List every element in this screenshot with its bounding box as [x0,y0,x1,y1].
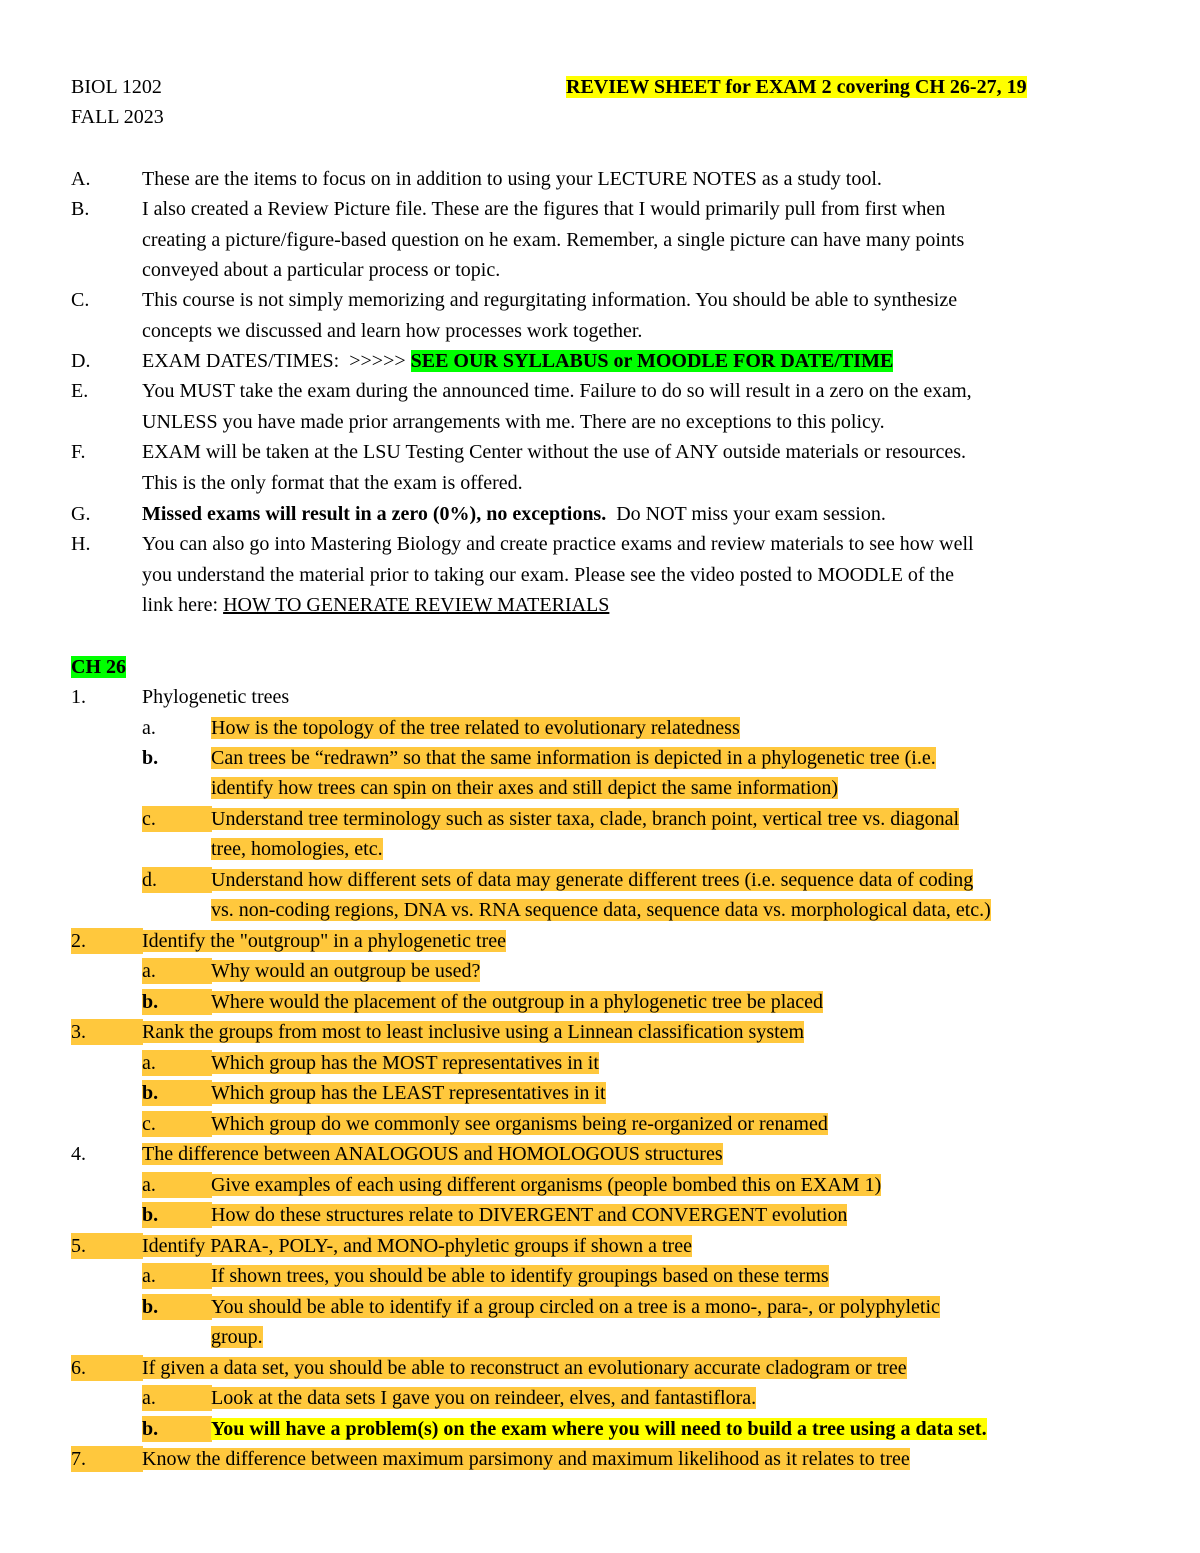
intro-b-line2: creating a picture/figure-based question on he exam. Remember, a single picture can have many points [142,229,965,251]
intro-e-line2: UNLESS you have made prior arrangements with me. There are no exceptions to this policy. [142,411,885,433]
intro-d-highlight: SEE OUR SYLLABUS or MOODLE FOR DATE/TIME [410,350,894,372]
q2-text [142,928,506,954]
marker-g: G. [71,503,91,525]
chapter-heading [71,654,126,680]
q5-highlight: Identify PARA-, POLY-, and MONO-phyletic groups if shown a tree [142,1235,692,1257]
q1c-marker: c. [142,806,212,832]
review-materials-link[interactable]: HOW TO GENERATE REVIEW MATERIALS [223,594,610,616]
intro-g-bold: Missed exams will result in a zero (0%), no exceptions. [142,503,607,525]
q4b-text [211,1202,847,1228]
marker-f: F. [71,441,86,463]
q4b-marker [142,1202,212,1228]
q3b-text [211,1080,606,1106]
intro-c-line1: This course is not simply memorizing and regurgitating information. You should be able to synthesize [142,289,958,311]
q4-number: 4. [71,1143,86,1165]
q7-number: 7. [71,1446,143,1472]
q3c-highlight: Which group do we commonly see organisms being re-organized or renamed [211,1113,828,1135]
q1b-line1-highlight: Can trees be “redrawn” so that the same information is depicted in a phylogenetic tree (i.e. [211,747,936,769]
q2b-text [211,989,823,1015]
intro-f-line1: EXAM will be taken at the LSU Testing Center without the use of ANY outside materials or resources. [142,441,966,463]
intro-c-line2: concepts we discussed and learn how processes work together. [142,320,643,342]
q5b-line2-highlight: group. [211,1326,263,1348]
q4a-text [211,1172,881,1198]
q3a-text [211,1050,599,1076]
q1c-line1 [211,806,959,832]
q4-text [142,1141,723,1167]
q5a-text [211,1263,829,1289]
q6b-highlight: You will have a problem(s) on the exam where you will need to build a tree using a data set. [211,1418,987,1440]
q5-text [142,1233,692,1259]
q1c-line1-highlight: Understand tree terminology such as sister taxa, clade, branch point, vertical tree vs. diagonal [211,808,960,830]
q1a-text [211,715,740,741]
marker-a: A. [71,168,91,190]
q2b-marker [142,989,212,1015]
q5b-marker-text: b. [142,1296,159,1318]
q5b-marker [142,1294,212,1320]
q7-highlight: Know the difference between maximum parsimony and maximum likelihood as it relates to tree [142,1448,910,1470]
q3-text [142,1019,804,1045]
q5b-line2 [211,1324,263,1350]
q3c-marker: c. [142,1111,212,1137]
marker-b: B. [71,198,90,220]
q1d-marker: d. [142,867,212,893]
intro-g [142,501,886,527]
intro-h-prefix: link here: [142,594,224,616]
q1a-marker: a. [142,717,156,739]
q1d-line1 [211,867,973,893]
q1b-marker-text: b. [142,747,159,769]
page-title-text: REVIEW SHEET for EXAM 2 covering CH 26-27, 19 [566,76,1027,98]
intro-a: These are the items to focus on in addition to using your LECTURE NOTES as a study tool. [142,168,882,190]
q6-number: 6. [71,1355,143,1381]
q6a-marker: a. [142,1385,212,1411]
q2-highlight: Identify the "outgroup" in a phylogenetic tree [142,930,506,952]
intro-g-rest: Do NOT miss your exam session. [606,503,886,525]
q3-highlight: Rank the groups from most to least inclusive using a Linnean classification system [142,1021,805,1043]
q6-text [142,1355,907,1381]
q2a-text [211,958,480,984]
q1-text: Phylogenetic trees [142,686,290,708]
q6b-text [211,1416,987,1442]
q1b-line2-highlight: identify how trees can spin on their axes and still depict the same information) [211,777,839,799]
q3-number: 3. [71,1019,143,1045]
q1c-line2 [211,836,383,862]
page-title [566,74,1027,100]
q3b-marker-text: b. [142,1082,159,1104]
intro-f-line2: This is the only format that the exam is offered. [142,472,523,494]
intro-h-line3 [142,592,609,618]
q3b-highlight: Which group has the LEAST representatives in it [211,1082,606,1104]
intro-h-line2: you understand the material prior to taking our exam. Please see the video posted to MOODLE of the [142,564,955,586]
q4a-highlight: Give examples of each using different organisms (people bombed this on EXAM 1) [211,1174,882,1196]
marker-c: C. [71,289,90,311]
q3c-text [211,1111,828,1137]
q4-highlight: The difference between ANALOGOUS and HOMOLOGOUS structures [142,1143,723,1165]
q3a-marker: a. [142,1050,212,1076]
intro-b-line3: conveyed about a particular process or topic. [142,259,501,281]
q5b-line1 [211,1294,940,1320]
intro-d [142,348,893,374]
marker-h: H. [71,533,91,555]
intro-h-line1: You can also go into Mastering Biology and create practice exams and review materials to see how well [142,533,974,555]
q6a-text [211,1385,756,1411]
q2a-marker: a. [142,958,212,984]
q1a-highlight: How is the topology of the tree related to evolutionary relatedness [211,717,740,739]
q5-number: 5. [71,1233,143,1259]
q6b-marker-text: b. [142,1418,159,1440]
term: FALL 2023 [71,106,164,128]
q6a-highlight: Look at the data sets I gave you on reindeer, elves, and fantastiflora. [211,1387,757,1409]
intro-d-prefix: EXAM DATES/TIMES: >>>>> [142,350,411,372]
q4a-marker: a. [142,1172,212,1198]
marker-d: D. [71,350,91,372]
q4b-marker-text: b. [142,1204,159,1226]
q3b-marker [142,1080,212,1106]
course-code: BIOL 1202 [71,76,162,98]
q2b-highlight: Where would the placement of the outgroup in a phylogenetic tree be placed [211,991,823,1013]
q1-number: 1. [71,686,86,708]
marker-e: E. [71,380,89,402]
q2a-highlight: Why would an outgroup be used? [211,960,481,982]
q5b-line1-highlight: You should be able to identify if a group circled on a tree is a mono-, para-, or polyphyletic [211,1296,940,1318]
q4b-highlight: How do these structures relate to DIVERGENT and CONVERGENT evolution [211,1204,848,1226]
q1b-line2 [211,775,838,801]
q1d-line2 [211,897,991,923]
chapter-heading-text: CH 26 [71,656,126,678]
q2b-marker-text: b. [142,991,159,1013]
q5a-highlight: If shown trees, you should be able to identify groupings based on these terms [211,1265,829,1287]
q2-number: 2. [71,928,143,954]
q1b-marker [142,745,158,771]
q3a-highlight: Which group has the MOST representatives in it [211,1052,599,1074]
q1b-line1 [211,745,936,771]
q6-highlight: If given a data set, you should be able to reconstruct an evolutionary accurate cladogram or tree [142,1357,907,1379]
q1d-line1-highlight: Understand how different sets of data may generate different trees (i.e. sequence data of coding [211,869,974,891]
q6b-marker [142,1416,212,1442]
q1c-line2-highlight: tree, homologies, etc. [211,838,383,860]
intro-b-line1: I also created a Review Picture file. These are the figures that I would primarily pull from first when [142,198,946,220]
q7-text [142,1446,910,1472]
intro-e-line1: You MUST take the exam during the announced time. Failure to do so will result in a zero on the exam, [142,380,972,402]
q1d-line2-highlight: vs. non-coding regions, DNA vs. RNA sequence data, sequence data vs. morphological data, etc.) [211,899,991,921]
q5a-marker: a. [142,1263,212,1289]
